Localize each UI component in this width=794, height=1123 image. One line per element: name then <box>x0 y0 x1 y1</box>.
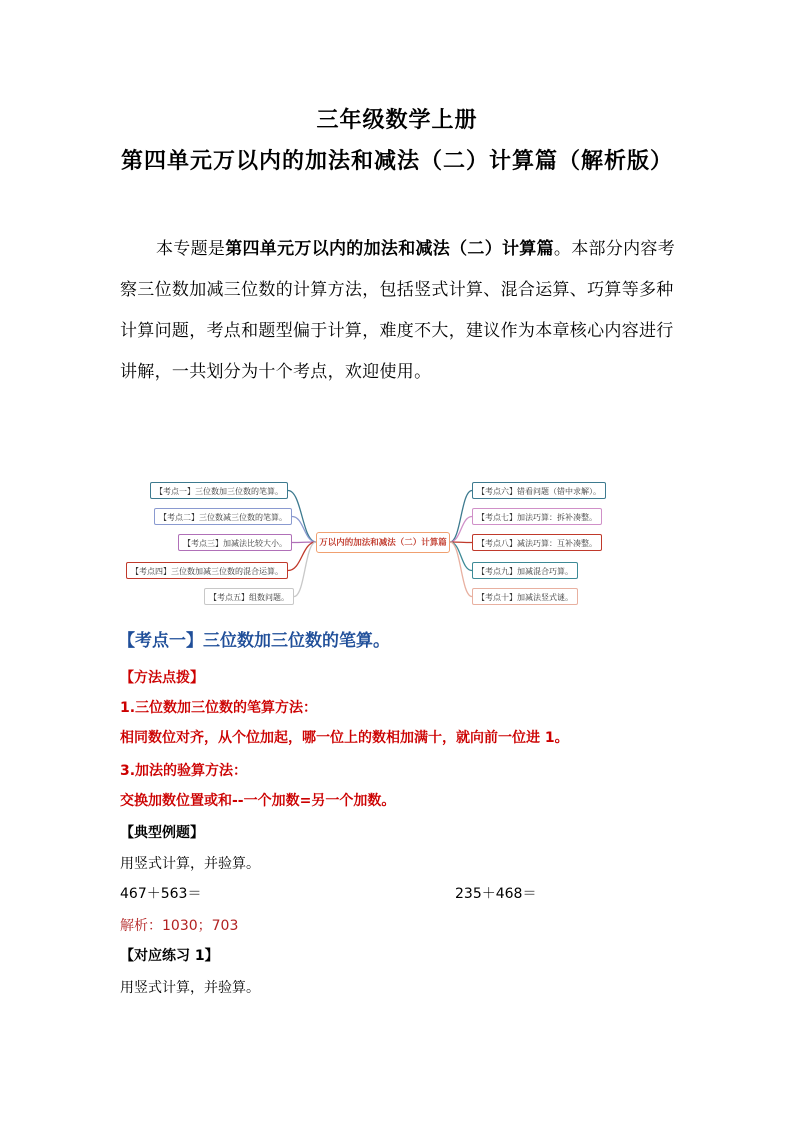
mindmap-right-5: 【考点十】加减法竖式谜。 <box>472 588 578 605</box>
section-title: 【考点一】三位数加三位数的笔算。 <box>118 631 390 651</box>
mindmap-center: 万以内的加法和减法（二）计算篇 <box>316 532 450 553</box>
practice-instruction: 用竖式计算，并验算。 <box>120 980 260 996</box>
mindmap-right-2: 【考点七】加法巧算：拆补凑整。 <box>472 508 602 525</box>
intro-rest: 。本部分内容考察三位数加减三位数的计算方法，包括竖式计算、混合运算、巧算等多种计算问题，考点和题型偏于计算，难度不大，建议作为本章核心内容进行讲解，一共划分为十个考点，欢迎使用。 <box>120 239 676 382</box>
practice-header: 【对应练习 1】 <box>120 948 219 964</box>
example-instruction: 用竖式计算，并验算。 <box>120 856 260 872</box>
page-title: 三年级数学上册 <box>316 108 478 133</box>
method1-title: 1.三位数加三位数的笔算方法： <box>120 700 318 716</box>
method3-title: 3.加法的验算方法： <box>120 763 248 779</box>
intro-paragraph <box>120 229 680 393</box>
mindmap-diagram <box>126 474 612 610</box>
page-subtitle: 第四单元万以内的加法和减法（二）计算篇（解析版） <box>120 149 673 174</box>
intro-bold: 第四单元万以内的加法和减法（二）计算篇 <box>225 239 554 259</box>
mindmap-connector-right-1 <box>450 491 472 543</box>
example-header: 【典型例题】 <box>120 825 204 841</box>
mindmap-left-2: 【考点二】三位数减三位数的笔算。 <box>154 508 292 525</box>
mindmap-right-4: 【考点九】加减混合巧算。 <box>472 562 578 579</box>
intro-prefix: 本专题是 <box>156 239 226 259</box>
method1-body: 相同数位对齐，从个位加起，哪一位上的数相加满十，就向前一位进 1。 <box>120 730 569 746</box>
mindmap-connector-right-2 <box>450 517 472 543</box>
mindmap-connector-left-2 <box>292 517 316 543</box>
mindmap-right-1: 【考点六】错看问题（错中求解）。 <box>472 482 606 499</box>
mindmap-left-1: 【考点一】三位数加三位数的笔算。 <box>150 482 288 499</box>
mindmap-left-3: 【考点三】加减法比较大小。 <box>178 534 292 551</box>
mindmap-left-4: 【考点四】三位数加减三位数的混合运算。 <box>126 562 288 579</box>
method-header: 【方法点拨】 <box>120 670 204 686</box>
problem-1: 467＋563＝ <box>120 886 202 902</box>
problem-2: 235＋468＝ <box>455 886 537 902</box>
method3-body: 交换加数位置或和--一个加数=另一个加数。 <box>120 793 396 809</box>
mindmap-left-5: 【考点五】组数问题。 <box>204 588 294 605</box>
answer: 解析：1030；703 <box>120 918 239 934</box>
mindmap-right-3: 【考点八】减法巧算：互补凑整。 <box>472 534 602 551</box>
